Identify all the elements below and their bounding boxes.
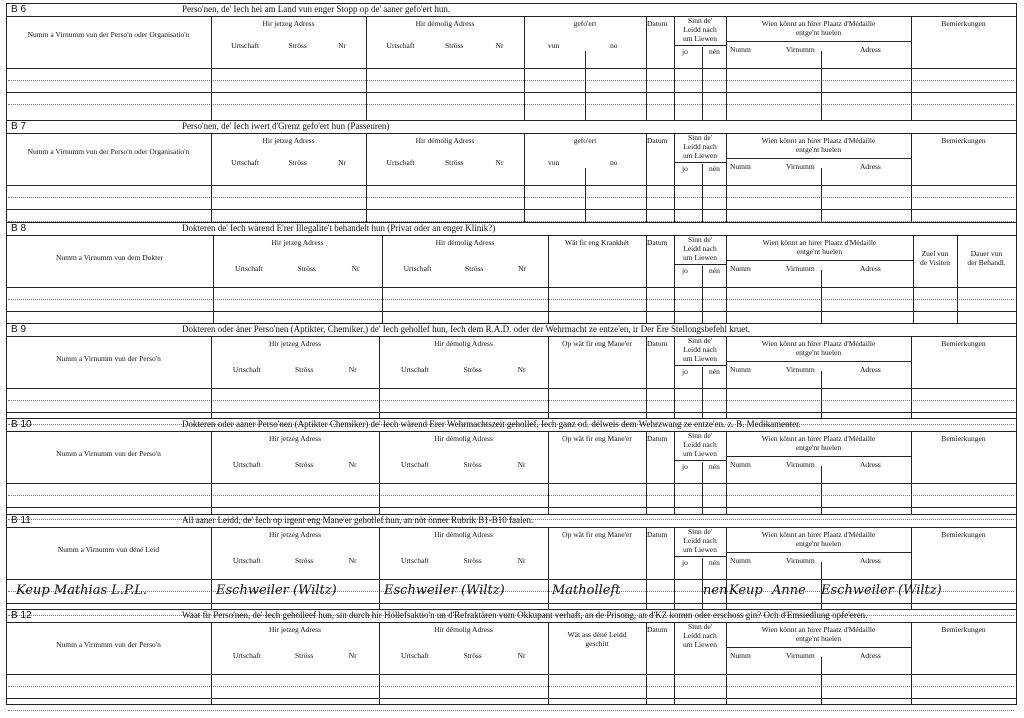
yes-header: jo — [682, 367, 688, 376]
rule-line — [6, 622, 1016, 623]
rule-line — [6, 388, 1016, 389]
rule-line — [702, 266, 703, 323]
rule-line — [1016, 3, 1017, 120]
section-title: Dokteren de' Iech wärend E'rer Illegalite't behandelt hun (Privat oder an enger Klinik?) — [182, 223, 496, 233]
former-address-header: Hir démolig Adress — [434, 530, 493, 539]
town-header: Urtschaft — [231, 158, 260, 167]
date-header: Datum — [647, 434, 668, 443]
dotted-line — [8, 495, 1014, 496]
current-address-header: Hir jetzeg Adress — [268, 434, 322, 443]
street-header: Ströss — [445, 41, 464, 50]
town-header: Urtschaft — [403, 264, 432, 273]
section-code: B 12 — [11, 610, 32, 621]
medal-header-1: Wien könnt an hirer Plaatz d'Médaille — [761, 339, 876, 348]
rule-line — [674, 460, 726, 461]
section-b7 — [6, 120, 1016, 222]
number-header: Nr — [495, 41, 504, 50]
rule-line — [1016, 323, 1017, 418]
section-title: Waat fir Perso'nen, de' Iech geholleef hun, sin durch hir Höllefsaktio'n un d'Refraktären vum Okkupant verhaft, an de Prisong, an d'KZ komm oder erschoss gin? Och d'Emsiedlung opfe'eren. — [182, 610, 868, 620]
rule-line — [726, 552, 911, 553]
medal-name-header: Numm — [730, 45, 751, 54]
rule-line — [821, 657, 822, 704]
rule-line — [366, 16, 367, 120]
duration-header-1: Dauer vun — [970, 249, 1003, 258]
medal-header-1: Wien könnt an hirer Plaatz d'Médaille — [761, 136, 876, 145]
medal-name-header: Numm — [730, 264, 751, 273]
alive-header-2: Leidd nach — [683, 142, 717, 151]
yes-header: jo — [682, 266, 688, 275]
no-header: nén — [709, 558, 720, 567]
medal-header-2: entge'nt huelen — [795, 539, 842, 548]
current-address-header: Hir jetzeg Adress — [268, 530, 322, 539]
date-header: Datum — [647, 136, 668, 145]
rule-line — [6, 222, 1016, 223]
rule-line — [674, 45, 726, 46]
no-header: nén — [709, 266, 720, 275]
alive-header-2: Leidd nach — [683, 440, 717, 449]
remarks-header: Bemierkungen — [941, 136, 986, 145]
rule-line — [726, 158, 911, 159]
rule-line — [646, 133, 647, 222]
number-header: Nr — [517, 365, 526, 374]
number-header: Nr — [517, 460, 526, 469]
dotted-line — [8, 710, 1014, 711]
alive-header-1: Sinn de' — [687, 527, 713, 536]
current-address-header: Hir jetzeg Adress — [262, 19, 315, 28]
medal-name-header: Numm — [730, 162, 751, 171]
rule-line — [6, 336, 1016, 337]
number-header: Nr — [348, 365, 357, 374]
rule-line — [6, 483, 1016, 484]
alive-header-1: Sinn de' — [687, 16, 713, 25]
rule-line — [6, 16, 1016, 17]
rule-line — [6, 418, 7, 514]
town-header: Urtschaft — [400, 365, 429, 374]
section-code: B 8 — [11, 223, 27, 234]
medal-header-2: entge'nt huelen — [796, 247, 843, 256]
dotted-line — [8, 197, 1014, 198]
rule-line — [6, 311, 1016, 312]
street-header: Ströss — [297, 264, 316, 273]
former-address-header: Hir démolig Adress — [434, 434, 493, 443]
medal-name-header: Numm — [730, 556, 751, 565]
medal-first-header: Virnumm — [786, 651, 815, 660]
medal-header-2: entge'nt huelen — [795, 348, 842, 357]
alive-header-3: um Liewen — [683, 449, 717, 458]
rule-line — [726, 456, 911, 457]
rule-line — [6, 527, 1016, 528]
current-address-header: Hir jetzeg Adress — [262, 136, 315, 145]
name-column-header: Numm a Virnumm vun der Perso'n oder Organisatio'n — [27, 30, 190, 39]
date-header: Datum — [647, 530, 668, 539]
from-header: vun — [548, 41, 560, 50]
rule-line — [6, 235, 1016, 236]
town-header: Urtschaft — [400, 556, 429, 565]
medal-header-1: Wien könnt an hirer Plaatz d'Médaille — [761, 434, 876, 443]
rule-line — [6, 514, 7, 609]
current-address-header: Hir jetzeg Adress — [268, 339, 322, 348]
rule-line — [6, 185, 1016, 186]
rule-line — [6, 209, 1016, 210]
alive-header-2: Leidd nach — [683, 631, 717, 640]
medal-header-2: entge'nt huelen — [795, 28, 842, 37]
rule-line — [6, 92, 1016, 93]
from-header: vun — [548, 158, 560, 167]
entry-medal-address: Eschweiler (Wiltz) — [821, 583, 942, 598]
rule-line — [821, 466, 822, 514]
alive-header-2: Leidd nach — [683, 345, 717, 354]
medal-header-1: Wien könnt an hirer Plaatz d'Médaille — [761, 530, 876, 539]
entry-alive-no: nen — [703, 583, 728, 598]
street-header: Ströss — [463, 556, 482, 565]
street-header: Ströss — [445, 158, 464, 167]
rule-line — [585, 51, 586, 120]
alive-header-3: um Liewen — [683, 545, 717, 554]
town-header: Urtschaft — [232, 556, 261, 565]
dotted-line — [8, 299, 1014, 300]
rule-line — [6, 120, 1016, 121]
rule-line — [646, 16, 647, 120]
current-address-header: Hir jetzeg Adress — [268, 625, 322, 634]
section-b8 — [6, 222, 1016, 323]
rule-line — [585, 168, 586, 222]
section-code: B 11 — [11, 515, 31, 526]
alive-header-3: um Liewen — [683, 253, 717, 262]
name-column-header: Numm a Virnumm vun déné Leid — [57, 545, 160, 554]
visits-header-1: Zuel vun — [921, 249, 949, 258]
remarks-header: Bemierkungen — [941, 434, 986, 443]
date-header: Datum — [647, 625, 668, 634]
former-address-header: Hir démolig Adress — [434, 625, 493, 634]
no-header: nén — [709, 367, 720, 376]
remarks-header: Bemierkungen — [941, 339, 986, 348]
rule-line — [957, 235, 958, 323]
dotted-line — [8, 80, 1014, 81]
rule-line — [524, 16, 525, 120]
rule-line — [366, 133, 367, 222]
medal-header-1: Wien könnt an hirer Plaatz d'Médaille — [762, 238, 877, 247]
rule-line — [821, 51, 822, 120]
no-header: nén — [709, 164, 720, 173]
medal-address-header: Adress — [860, 556, 881, 565]
rule-line — [211, 133, 212, 222]
town-header: Urtschaft — [386, 158, 415, 167]
section-b9 — [6, 323, 1016, 418]
medal-first-header: Virnumm — [786, 45, 815, 54]
number-header: Nr — [338, 158, 347, 167]
medal-address-header: Adress — [860, 460, 881, 469]
section-b6 — [6, 3, 1016, 120]
yes-header: jo — [682, 164, 688, 173]
alive-header-2: Leidd nach — [683, 244, 717, 253]
rule-line — [913, 235, 914, 323]
alive-header-1: Sinn de' — [687, 133, 713, 142]
rule-line — [6, 431, 1016, 432]
alive-header-1: Sinn de' — [687, 235, 713, 244]
street-header: Ströss — [295, 651, 314, 660]
section-title: Perso'nen, de' Iech hei am Land vun enger Stopp op de' aaner gefo'ert hun. — [182, 4, 451, 14]
medal-address-header: Adress — [860, 162, 881, 171]
rule-line — [821, 168, 822, 222]
alive-header-1: Sinn de' — [687, 622, 713, 631]
rule-line — [6, 222, 7, 323]
town-header: Urtschaft — [232, 651, 261, 660]
medal-header-2: entge'nt huelen — [795, 145, 842, 154]
entry-medal-first: Anne — [772, 583, 806, 598]
medal-header-1: Wien könnt an hirer Plaatz d'Médaille — [761, 19, 876, 28]
section-code: B 7 — [11, 121, 27, 132]
entry-former-town: Eschweiler (Wiltz) — [384, 583, 505, 598]
number-header: Nr — [518, 264, 527, 273]
number-header: Nr — [495, 158, 504, 167]
town-header: Urtschaft — [400, 460, 429, 469]
name-column-header: Numm a Virnumm vun der Perso'n — [56, 449, 161, 458]
street-header: Ströss — [295, 556, 314, 565]
rule-line — [6, 609, 7, 704]
rule-line — [674, 556, 726, 557]
rule-line — [674, 162, 726, 163]
duration-header-2: der Behandl. — [967, 258, 1006, 267]
medal-first-header: Virnumm — [786, 162, 815, 171]
alive-header-3: um Liewen — [683, 354, 717, 363]
rule-line — [821, 371, 822, 418]
rule-line — [6, 704, 1017, 705]
number-header: Nr — [348, 460, 357, 469]
rule-line — [211, 16, 212, 120]
rule-line — [6, 287, 1016, 288]
rule-line — [1016, 120, 1017, 222]
medal-header-2: entge'nt huelen — [795, 634, 842, 643]
medal-header-2: entge'nt huelen — [795, 443, 842, 452]
medal-address-header: Adress — [860, 264, 881, 273]
date-header: Datum — [647, 238, 668, 247]
what-happened-header-2: geschitt — [585, 639, 609, 648]
number-header: Nr — [348, 556, 357, 565]
rule-line — [6, 674, 1016, 675]
alive-header-3: um Liewen — [683, 151, 717, 160]
rule-line — [6, 323, 7, 418]
name-column-header: Numm a Virnumm vun dem Dokter — [55, 253, 164, 262]
section-title: Dokteren oder aaner Perso'nen (Aptikter Chemiker) de' Iech wärend Erer Wehrmachtszeit gehollef, Iech ganz od. délweis dem Wehrzwang ze entze'en. z. B. Medikamenter. — [182, 419, 801, 429]
medal-address-header: Adress — [860, 365, 881, 374]
section-b12 — [6, 609, 1016, 704]
street-header: Ströss — [288, 158, 307, 167]
medal-first-header: Virnumm — [786, 264, 815, 273]
street-header: Ströss — [463, 651, 482, 660]
medal-address-header: Adress — [860, 45, 881, 54]
medal-name-header: Numm — [730, 651, 751, 660]
no-header: nén — [709, 462, 720, 471]
rule-line — [1016, 222, 1017, 323]
street-header: Ströss — [295, 460, 314, 469]
town-header: Urtschaft — [400, 651, 429, 660]
street-header: Ströss — [463, 460, 482, 469]
rule-line — [702, 47, 703, 120]
medal-name-header: Numm — [730, 460, 751, 469]
medal-first-header: Virnumm — [786, 460, 815, 469]
medal-first-header: Virnumm — [786, 556, 815, 565]
street-header: Ströss — [288, 41, 307, 50]
to-header: no — [610, 41, 618, 50]
date-header: Datum — [647, 339, 668, 348]
section-title: Dokteren oder äner Perso'nen (Aptikter, Chemiker,) de' Iech gehollef hun, Iech dem R.A.D. oder der Wehrmacht ze entze'en, ir Der Ere Stellongsbefehl kruet. — [182, 324, 751, 334]
section-code: B 10 — [11, 419, 32, 430]
how-header: Op wät fir eng Mane'er — [562, 434, 632, 443]
how-header: Op wät fir eng Mane'er — [562, 530, 632, 539]
medal-name-header: Numm — [730, 365, 751, 374]
rule-line — [1016, 418, 1017, 514]
number-header: Nr — [517, 556, 526, 565]
rule-line — [6, 603, 1016, 604]
illness-header: Wät fir eng Krankhét — [565, 238, 629, 247]
no-header: nén — [709, 47, 720, 56]
what-happened-header: Wät ass déné Leidd — [567, 630, 627, 639]
alive-header-2: Leidd nach — [683, 25, 717, 34]
rule-line — [726, 647, 911, 648]
street-header: Ströss — [465, 264, 484, 273]
rule-line — [6, 412, 1016, 413]
rule-line — [6, 579, 1016, 580]
rule-line — [6, 120, 7, 222]
rule-line — [213, 235, 214, 323]
town-header: Urtschaft — [386, 41, 415, 50]
town-header: Urtschaft — [231, 41, 260, 50]
transported-header: gefo'ert — [573, 19, 597, 28]
rule-line — [674, 264, 726, 265]
rule-line — [702, 462, 703, 514]
town-header: Urtschaft — [234, 264, 263, 273]
number-header: Nr — [338, 41, 347, 50]
street-header: Ströss — [295, 365, 314, 374]
section-code: B 6 — [11, 4, 27, 15]
former-address-header: Hir démolig Adress — [415, 19, 475, 28]
rule-line — [6, 68, 1016, 69]
street-header: Ströss — [463, 365, 482, 374]
rule-line — [821, 270, 822, 323]
date-header: Datum — [647, 19, 668, 28]
entry-how: Matholleft — [552, 583, 621, 598]
rule-line — [726, 260, 913, 261]
former-address-header: Hir démolig Adress — [415, 136, 475, 145]
dotted-line — [8, 400, 1014, 401]
current-address-header: Hir jetzeg Adress — [271, 238, 324, 247]
dotted-line — [8, 104, 1014, 105]
section-title: Perso'nen, de' Iech iwert d'Grenz gefo'ert hun (Passeuren) — [182, 121, 390, 131]
visits-header-2: de Visiten — [919, 258, 951, 267]
rule-line — [646, 235, 647, 323]
rule-line — [911, 133, 912, 222]
number-header: Nr — [351, 264, 360, 273]
name-column-header: Numm a Virnumm vun der Perso'n — [56, 354, 161, 363]
rule-line — [1016, 514, 1017, 609]
former-address-header: Hir démolig Adress — [435, 238, 495, 247]
number-header: Nr — [348, 651, 357, 660]
alive-header-2: Leidd nach — [683, 536, 717, 545]
yes-header: jo — [682, 462, 688, 471]
name-column-header: Numm a Virnumm vun der Perso'n oder Organisatio'n — [27, 147, 190, 156]
number-header: Nr — [517, 651, 526, 660]
entry-medal-name: Keup — [729, 583, 763, 598]
rule-line — [6, 133, 1016, 134]
section-b11 — [6, 514, 1016, 609]
dotted-line — [8, 686, 1014, 687]
yes-header: jo — [682, 47, 688, 56]
section-title: All aaner Leidd, de' Iech op irgent eng Mane'er gehollef hun, an nöt önner Rubrik B1-B10 faalen. — [182, 515, 534, 525]
alive-header-1: Sinn de' — [687, 336, 713, 345]
medal-header-1: Wien könnt an hirer Plaatz d'Médaille — [761, 625, 876, 634]
name-column-header: Numm a Virnumm vun der Perso'n — [56, 640, 161, 649]
rule-line — [6, 3, 7, 120]
rule-line — [6, 698, 1016, 699]
town-header: Urtschaft — [232, 460, 261, 469]
town-header: Urtschaft — [232, 365, 261, 374]
rule-line — [702, 367, 703, 418]
section-code: B 9 — [11, 324, 27, 335]
transported-header: gefo'ert — [573, 136, 597, 145]
section-b10 — [6, 418, 1016, 514]
rule-line — [726, 41, 911, 42]
to-header: no — [610, 158, 618, 167]
former-address-header: Hir démolig Adress — [434, 339, 493, 348]
medal-address-header: Adress — [860, 651, 881, 660]
rule-line — [548, 235, 549, 323]
remarks-header: Bemierkungen — [941, 625, 986, 634]
medal-first-header: Virnumm — [786, 365, 815, 374]
alive-header-1: Sinn de' — [687, 431, 713, 440]
rule-line — [382, 235, 383, 323]
rule-line — [674, 365, 726, 366]
remarks-header: Bemierkungen — [941, 530, 986, 539]
rule-line — [702, 164, 703, 222]
rule-line — [726, 361, 911, 362]
how-header: Op wät fir eng Mane'er — [562, 339, 632, 348]
alive-header-3: um Liewen — [683, 34, 717, 43]
rule-line — [6, 3, 1016, 4]
rule-line — [6, 507, 1016, 508]
yes-header: jo — [682, 558, 688, 567]
remarks-header: Bemierkungen — [941, 19, 986, 28]
rule-line — [1016, 609, 1017, 704]
entry-town: Eschweiler (Wiltz) — [216, 583, 337, 598]
alive-header-3: um Liewen — [683, 640, 717, 649]
rule-line — [911, 16, 912, 120]
rule-line — [524, 133, 525, 222]
entry-name: Keup Mathias L.P.L. — [16, 583, 148, 598]
